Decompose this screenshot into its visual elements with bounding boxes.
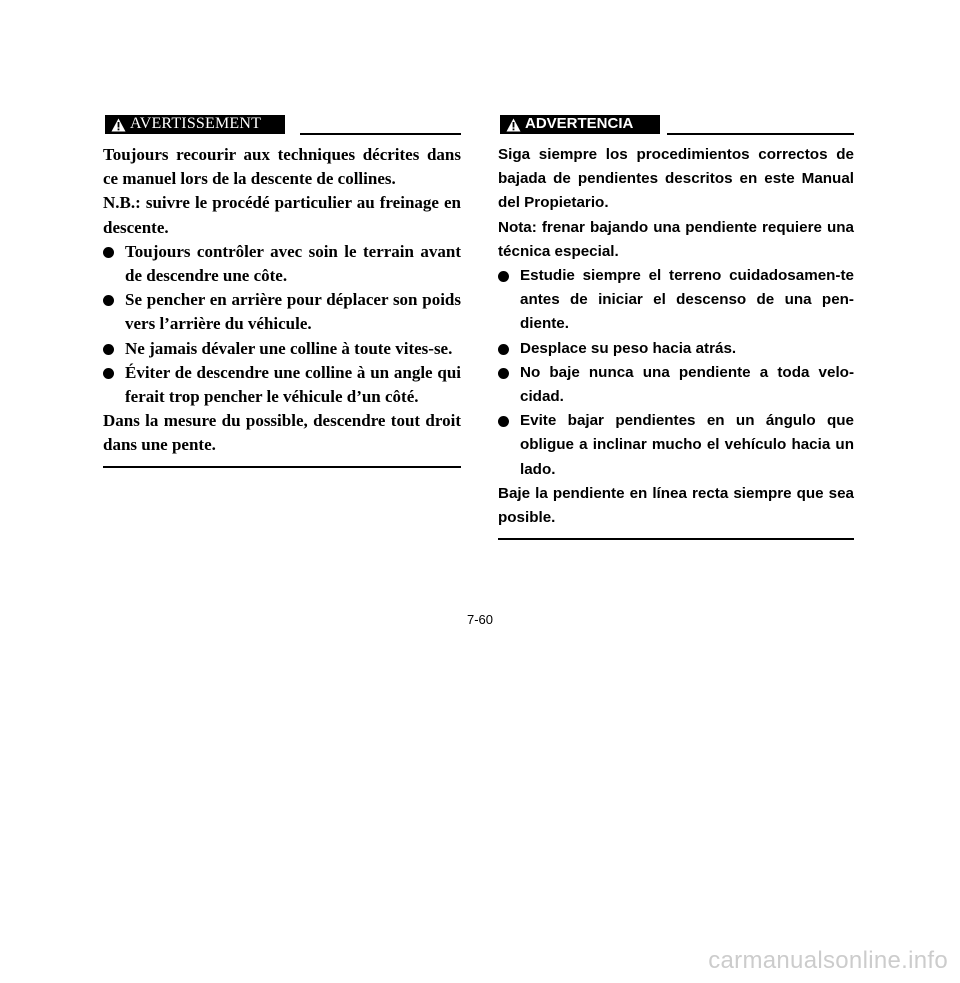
bullet-dot-icon bbox=[103, 295, 114, 306]
warning-label: ADVERTENCIA bbox=[525, 115, 634, 133]
list-item bbox=[498, 409, 854, 482]
intro-paragraph: Toujours recourir aux techniques décrites dans ce manuel lors de la descente de collines. bbox=[103, 145, 461, 189]
list-item bbox=[103, 361, 461, 409]
list-item bbox=[103, 240, 461, 288]
warning-triangle-icon bbox=[111, 118, 126, 132]
warning-header bbox=[103, 115, 461, 137]
bullet-dot-icon bbox=[498, 368, 509, 379]
section-end-rule bbox=[103, 466, 461, 468]
list-item bbox=[103, 288, 461, 336]
section-end-rule bbox=[498, 538, 854, 540]
bullet-dot-icon bbox=[498, 344, 509, 355]
list-item-text: No baje nunca una pendiente a toda velo-cidad. bbox=[520, 363, 854, 406]
closing-paragraph: Dans la mesure du possible, descendre tout droit dans une pente. bbox=[103, 411, 461, 455]
warning-section-spanish bbox=[498, 115, 854, 540]
list-item-text: Estudie siempre el terreno cuidadosamen-te antes de iniciar el descenso de una pen-diente. bbox=[520, 267, 854, 333]
list-item bbox=[498, 337, 854, 361]
list-item-text: Se pencher en arrière pour déplacer son poids vers l’arrière du véhicule. bbox=[125, 290, 461, 334]
warning-badge bbox=[500, 115, 660, 134]
note-paragraph: Nota: frenar bajando una pendiente requiere una técnica especial. bbox=[498, 218, 854, 260]
bullet-dot-icon bbox=[498, 416, 509, 427]
bullet-dot-icon bbox=[103, 247, 114, 258]
list-item-text: Desplace su peso hacia atrás. bbox=[520, 339, 737, 357]
note-paragraph: N.B.: suivre le procédé particulier au freinage en descente. bbox=[103, 193, 461, 237]
warning-header bbox=[498, 115, 854, 137]
bullet-dot-icon bbox=[103, 344, 114, 355]
warning-badge bbox=[105, 115, 285, 134]
warning-label: AVERTISSEMENT bbox=[130, 115, 262, 133]
bullet-dot-icon bbox=[498, 271, 509, 282]
warning-triangle-icon bbox=[506, 118, 521, 132]
intro-paragraph: Siga siempre los procedimientos correctos de bajada de pendientes descritos en este Manual del Propietario. bbox=[498, 146, 854, 212]
list-item bbox=[498, 361, 854, 409]
header-rule bbox=[300, 133, 461, 135]
closing-paragraph: Baje la pendiente en línea recta siempre que sea posible. bbox=[498, 484, 854, 527]
list-item bbox=[103, 337, 461, 361]
warning-section-french bbox=[103, 115, 461, 468]
header-rule bbox=[667, 133, 854, 135]
list-item-text: Ne jamais dévaler une colline à toute vites-se. bbox=[125, 338, 453, 358]
list-item-text: Toujours contrôler avec soin le terrain avant de descendre une côte. bbox=[125, 241, 461, 286]
page-number: 7-60 bbox=[466, 612, 494, 627]
watermark: carmanualsonline.info bbox=[708, 947, 948, 974]
list-item-text: Éviter de descendre une colline à un angle qui ferait trop pencher le véhicule d’un côté. bbox=[125, 362, 461, 407]
list-item bbox=[498, 264, 854, 337]
list-item-text: Evite bajar pendientes en un ángulo que obligue a inclinar mucho el vehículo hacia un lado. bbox=[520, 412, 854, 478]
bullet-dot-icon bbox=[103, 368, 114, 379]
